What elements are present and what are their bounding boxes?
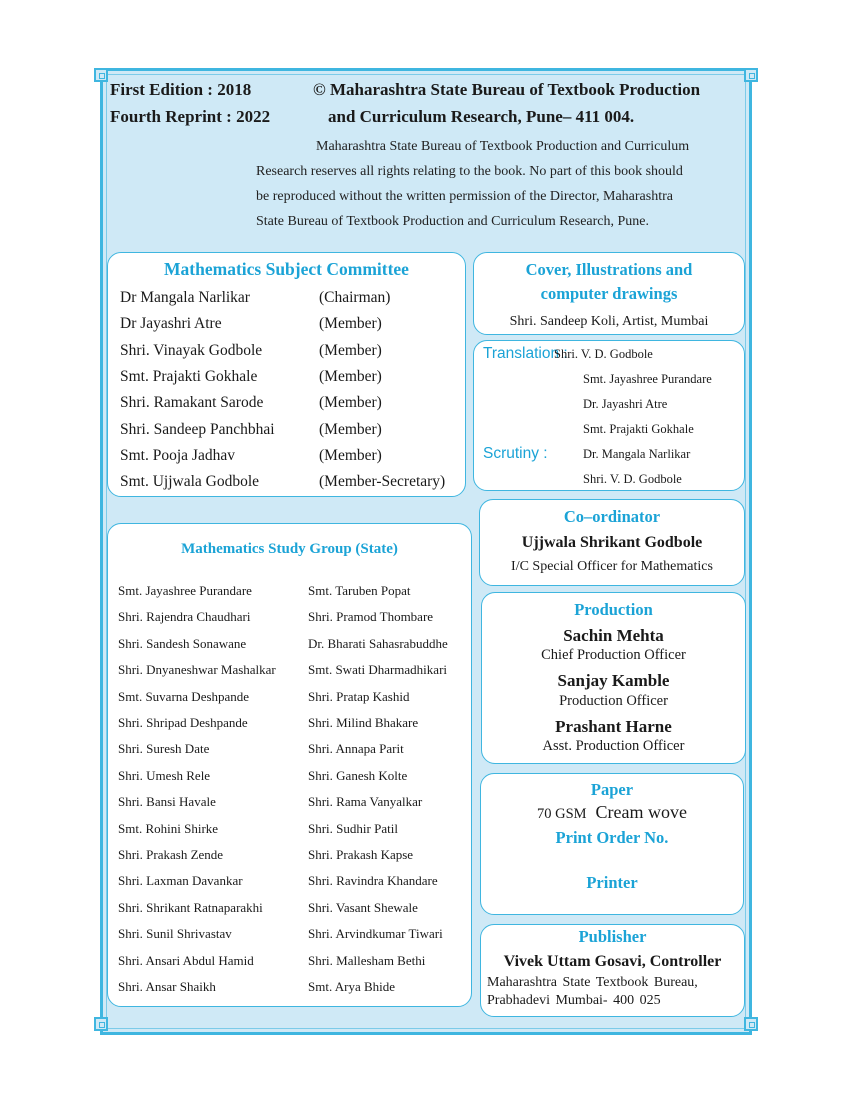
study-group-member: Shri. Umesh Rele	[118, 767, 211, 783]
rights-line: be reproduced without the written permission of the Director, Maharashtra	[256, 189, 673, 204]
study-group-member: Dr. Bharati Sahasrabuddhe	[308, 635, 448, 651]
study-group-member: Shri. Pratap Kashid	[308, 688, 410, 704]
study-group-member: Shri. Sunil Shrivastav	[118, 926, 232, 942]
committee-member-role: (Member)	[319, 446, 382, 464]
committee-member-name: Dr Jayashri Atre	[120, 315, 222, 333]
study-group-member: Shri. Prakash Kapse	[308, 847, 414, 862]
fourth-reprint: Fourth Reprint : 2022	[110, 107, 271, 126]
committee-member-role: (Member)	[319, 420, 382, 438]
study-group-member: Smt. Jayashree Purandare	[118, 583, 252, 598]
subject-committee-box	[107, 252, 466, 497]
committee-member-name: Shri. Ramakant Sarode	[120, 394, 264, 412]
study-group-member: Shri. Prakash Zende	[118, 847, 224, 862]
paper-spec	[481, 802, 743, 823]
translation-label: Translation :	[483, 345, 568, 362]
study-group-member: Shri. Sudhir Patil	[308, 820, 398, 836]
study-group-title: Mathematics Study Group (State)	[181, 541, 398, 557]
corner-ornament-tl	[94, 68, 108, 82]
printer-label: Printer	[586, 873, 638, 892]
production-person-role: Chief Production Officer	[541, 647, 686, 663]
corner-ornament-bl	[94, 1017, 108, 1031]
coordinator-role: I/C Special Officer for Mathematics	[511, 559, 713, 574]
study-group-member: Shri. Rajendra Chaudhari	[118, 609, 251, 625]
study-group-member: Shri. Arvindkumar Tiwari	[308, 926, 443, 942]
cover-title-line2: computer drawings	[540, 284, 678, 303]
cover-box	[473, 252, 745, 335]
subject-committee-title: Mathematics Subject Committee	[164, 259, 409, 279]
translator-name: Smt. Jayashree Purandare	[583, 372, 712, 386]
study-group-member: Shri. Pramod Thombare	[308, 609, 434, 625]
scrutiny-name: Dr. Mangala Narlikar	[583, 447, 691, 461]
study-group-member: Shri. Vasant Shewale	[308, 899, 418, 915]
committee-member-name: Smt. Pooja Jadhav	[120, 446, 235, 464]
study-group-member: Shri. Shripad Deshpande	[118, 715, 248, 730]
first-edition: First Edition : 2018	[110, 80, 252, 99]
study-group-member: Smt. Rohini Shirke	[118, 820, 219, 836]
cover-title-line1: Cover, Illustrations and	[525, 260, 693, 279]
paper-box	[480, 773, 744, 915]
coordinator-box	[479, 499, 745, 586]
production-title: Production	[574, 600, 653, 619]
study-group-member: Shri. Ravindra Khandare	[308, 873, 438, 889]
print-order-label: Print Order No.	[555, 828, 669, 847]
publisher-address-line1: Maharashtra State Textbook Bureau,	[487, 975, 698, 990]
study-group-member: Smt. Swati Dharmadhikari	[308, 662, 448, 678]
committee-member-name: Shri. Sandeep Panchbhai	[120, 420, 275, 438]
corner-ornament-br	[744, 1017, 758, 1031]
study-group-member: Shri. Mallesham Bethi	[308, 952, 426, 968]
publisher-address-line2: Prabhadevi Mumbai- 400 025	[487, 993, 661, 1008]
production-person-name: Prashant Harne	[555, 717, 672, 736]
study-group-member: Shri. Bansi Havale	[118, 794, 216, 810]
study-group-member: Shri. Shrikant Ratnaparakhi	[118, 899, 263, 915]
corner-ornament-tr	[744, 68, 758, 82]
publisher-title: Publisher	[578, 927, 647, 946]
translation-box	[473, 340, 745, 491]
production-box	[481, 592, 746, 764]
study-group-member: Shri. Ansar Shaikh	[118, 979, 216, 994]
study-group-member: Shri. Annapa Parit	[308, 741, 404, 757]
committee-member-name: Smt. Ujjwala Godbole	[120, 473, 260, 491]
copyright-line: © Maharashtra State Bureau of Textbook Production	[313, 80, 701, 99]
production-person-name: Sanjay Kamble	[557, 671, 670, 690]
committee-member-name: Shri. Vinayak Godbole	[120, 341, 263, 359]
publisher-name: Vivek Uttam Gosavi, Controller	[503, 953, 722, 970]
committee-member-name: Smt. Prajakti Gokhale	[120, 367, 258, 385]
committee-member-role: (Member)	[319, 394, 382, 412]
copyright-address: and Curriculum Research, Pune– 411 004.	[328, 107, 635, 126]
paper-title: Paper	[590, 780, 634, 799]
study-group-member: Smt. Suvarna Deshpande	[118, 688, 250, 704]
study-group-member: Shri. Ansari Abdul Hamid	[118, 952, 254, 968]
publisher-box	[480, 924, 745, 1017]
translator-name: Shri. V. D. Godbole	[554, 347, 653, 361]
coordinator-title: Co–ordinator	[563, 507, 661, 526]
rights-line: State Bureau of Textbook Production and Curriculum Research, Pune.	[256, 214, 650, 229]
committee-member-role: (Member)	[319, 341, 382, 359]
rights-line: Maharashtra State Bureau of Textbook Production and Curriculum	[316, 139, 690, 154]
production-person-name: Sachin Mehta	[563, 626, 664, 645]
scrutiny-label: Scrutiny :	[483, 445, 548, 462]
coordinator-name: Ujjwala Shrikant Godbole	[521, 534, 703, 551]
rights-line: Research reserves all rights relating to the book. No part of this book should	[256, 164, 683, 179]
study-group-member: Shri. Ganesh Kolte	[308, 767, 408, 783]
study-group-member: Smt. Arya Bhide	[308, 979, 396, 994]
study-group-member: Shri. Suresh Date	[118, 741, 210, 757]
study-group-member: Smt. Taruben Popat	[308, 583, 411, 598]
study-group-member: Shri. Laxman Davankar	[118, 873, 243, 889]
committee-member-role: (Member-Secretary)	[319, 473, 446, 491]
paper-type: Cream wove	[595, 802, 688, 822]
study-group-member: Shri. Sandesh Sonawane	[118, 635, 247, 651]
translator-name: Dr. Jayashri Atre	[583, 397, 668, 411]
committee-member-name: Dr Mangala Narlikar	[120, 289, 250, 306]
study-group-member: Shri. Rama Vanyalkar	[308, 794, 423, 810]
production-person-role: Asst. Production Officer	[542, 738, 685, 754]
committee-member-role: (Member)	[319, 367, 382, 385]
paper-gsm: 70 GSM	[536, 806, 587, 822]
study-group-box	[107, 523, 472, 1007]
committee-member-role: (Member)	[319, 315, 382, 333]
committee-member-role: (Chairman)	[319, 289, 391, 306]
study-group-member: Shri. Dnyaneshwar Mashalkar	[118, 662, 276, 678]
study-group-member: Shri. Milind Bhakare	[308, 715, 419, 730]
production-person-role: Production Officer	[559, 693, 668, 709]
scrutiny-name: Shri. V. D. Godbole	[583, 472, 682, 486]
cover-credit: Shri. Sandeep Koli, Artist, Mumbai	[509, 314, 709, 329]
translator-name: Smt. Prajakti Gokhale	[583, 422, 694, 436]
